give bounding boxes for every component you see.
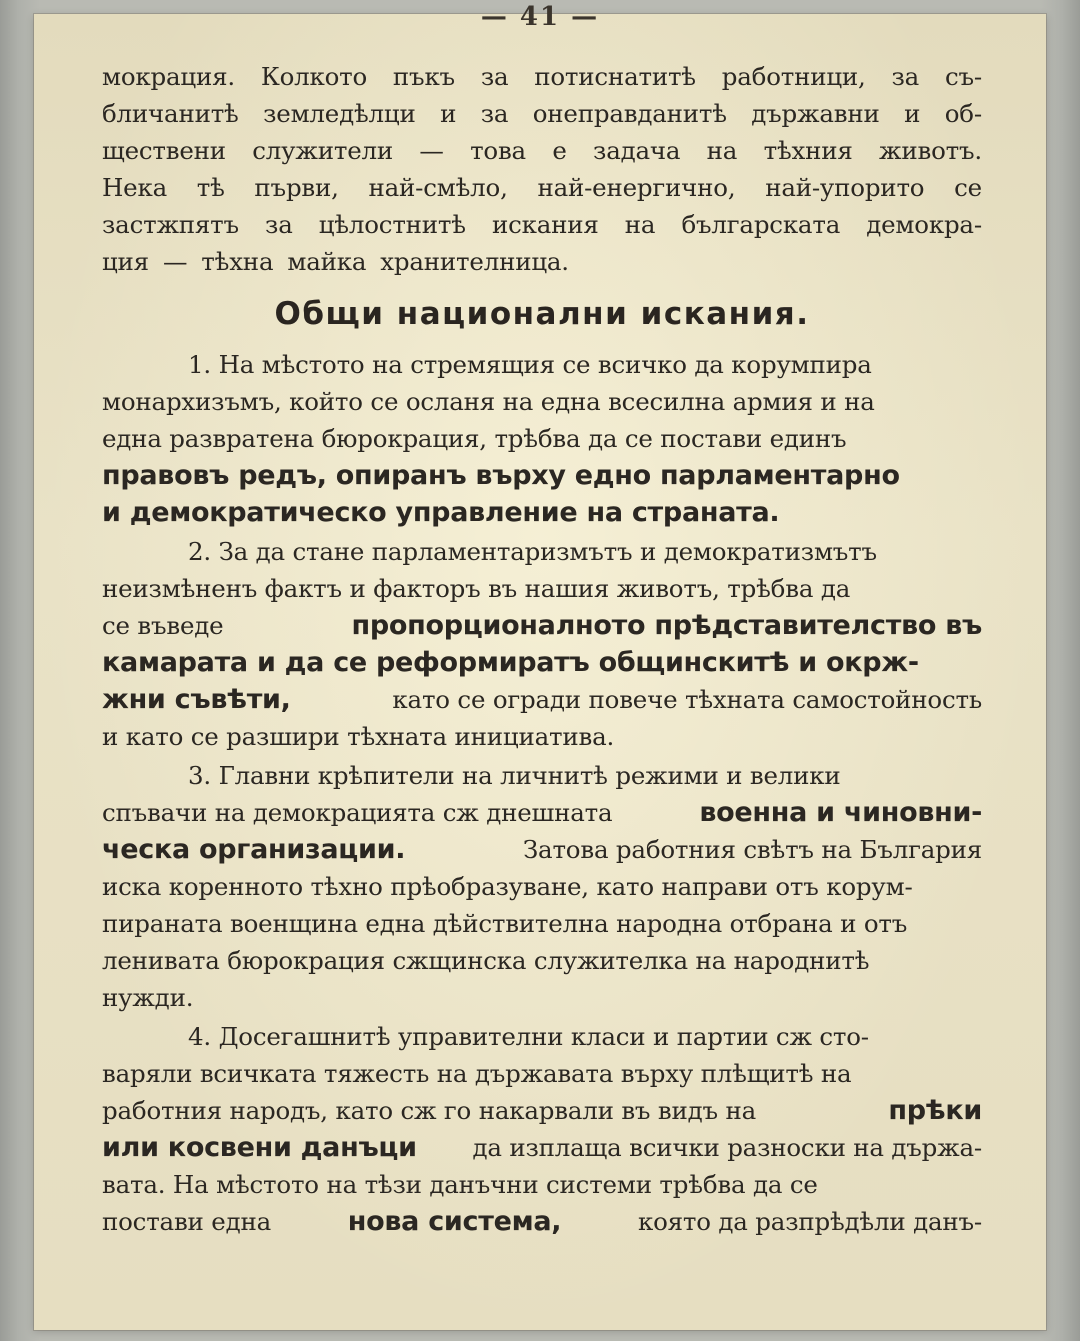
text-line: монархизъмъ, който се осланя на една всесилна армия и на [102,387,875,416]
text-line: 3. Главни крѣпители на личнитѣ режими и велики [188,761,841,790]
text-line: неизмѣненъ фактъ и факторъ въ нашия животъ, трѣбва да [102,574,851,603]
text-line: ческа организации. Затова работния свѣтъ на България [102,831,982,868]
text-line: иска коренното тѣхно прѣобразуване, като направи отъ корум- [102,872,913,901]
text-line: бличанитѣ земледѣлци и за онеправданитѣ държавни и об- [102,99,982,128]
text-line: мокрация. Колкото пъкъ за потиснатитѣ работници, за съ- [102,62,982,91]
text-line: или косвени данъци да изплаща всички разноски на държа- [102,1129,982,1166]
text-line: ществени служители — това е задача на тѣхния животъ. [102,136,982,165]
emphasized-line: правовъ редъ, опиранъ върху едно парламентарно [102,460,900,491]
text-line: жни съвѣти, като се огради повече тѣхната самостойность [102,681,982,718]
text-line: 1. На мѣстото на стремящия се всичко да корумпира [188,350,872,379]
text-line: 2. За да стане парламентаризмътъ и демократизмътъ [188,537,877,566]
text-line: работния народъ, като сж го накарвали въ видъ на прѣки [102,1092,982,1129]
emphasized-text: жни съвѣти, [102,684,291,715]
emphasized-text: пропорционалното прѣдставителство въ [351,610,982,641]
section-heading: Общи национални искания. [274,296,810,332]
page-number: — 41 — [480,2,600,32]
emphasized-line: и демократическо управление на страната. [102,497,780,528]
text-line: се въведе пропорционалното прѣдставителство въ [102,607,982,644]
text-line: пираната военщина една дѣйствителна народна отбрана и отъ [102,909,908,938]
paragraph-4 [102,1018,982,1240]
text-line: нужди. [102,983,194,1012]
paragraph-1 [102,346,982,531]
emphasized-text: ческа организации. [102,834,406,865]
book-page [34,2,1046,1330]
emphasized-text: нова система, [347,1206,562,1237]
text-line: Нека тѣ първи, най-смѣло, най-енергично, най-упорито се [102,173,982,202]
text-line: ленивата бюрокрация сжщинска служителка на народнитѣ [102,946,870,975]
text-line: варяли всичката тяжесть на държавата върху плѣщитѣ на [102,1059,852,1088]
paragraph-2 [102,533,982,755]
text-line: застжпятъ за цѣлостнитѣ искания на българската демокра- [102,210,982,239]
emphasized-text: военна и чиновни- [699,797,982,828]
page-body [102,58,982,1240]
intro-paragraph [102,58,982,280]
emphasized-line: камарата и да се реформиратъ общинскитѣ и окрж- [102,647,919,678]
emphasized-text: прѣки [888,1095,982,1126]
text-line: постави една нова система, която да разпрѣдѣли данъ- [102,1203,982,1240]
text-line: вата. На мѣстото на тѣзи данъчни системи трѣбва да се [102,1170,818,1199]
emphasized-text: или косвени данъци [102,1132,417,1163]
text-line: една развратена бюрокрация, трѣбва да се постави единъ [102,424,847,453]
text-line: и като се разшири тѣхната инициатива. [102,722,615,751]
paragraph-3 [102,757,982,1016]
text-line: спъвачи на демокрацията сж днешната военна и чиновни- [102,794,982,831]
text-line: 4. Досегашнитѣ управителни класи и партии сж сто- [188,1022,869,1051]
text-line: ция — тѣхна майка хранителница. [102,247,569,276]
